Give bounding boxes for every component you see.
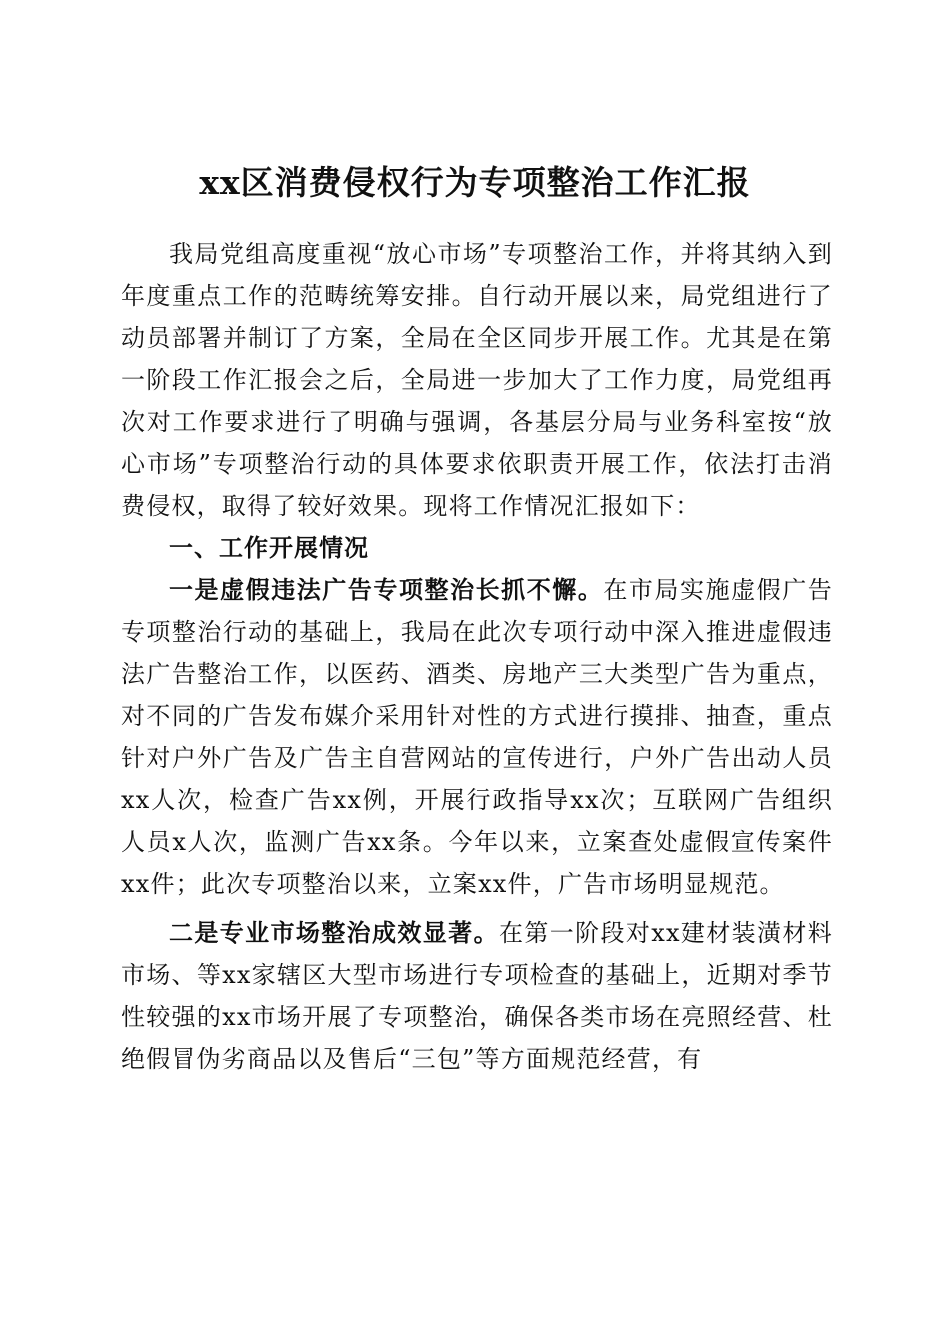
document-title: xx区消费侵权行为专项整治工作汇报 <box>199 163 751 203</box>
paragraph-item-1 <box>121 569 833 905</box>
item-1-lead: 一是虚假违法广告专项整治长抓不懈。 <box>169 576 604 604</box>
document-body <box>121 233 833 1080</box>
paragraph-item-2 <box>121 912 833 1080</box>
item-2-text: 在第一阶段对xx建材装潢材料市场、等xx家辖区大型市场进行专项检查的基础上，近期对季节性较强的xx市场开展了专项整治，确保各类市场在亮照经营、杜绝假冒伪劣商品以及售后“三包”等方面规范经营，有 <box>121 919 833 1073</box>
section-heading-work-progress: 一、工作开展情况 <box>169 534 369 562</box>
intro-paragraph: 我局党组高度重视“放心市场”专项整治工作，并将其纳入到年度重点工作的范畴统筹安排。自行动开展以来，局党组进行了动员部署并制订了方案，全局在全区同步开展工作。尤其是在第一阶段工作汇报会之后，全局进一步加大了工作力度，局党组再次对工作要求进行了明确与强调，各基层分局与业务科室按“放心市场”专项整治行动的具体要求依职责开展工作，依法打击消费侵权，取得了较好效果。现将工作情况汇报如下： <box>121 240 833 520</box>
item-1-text: 在市局实施虚假广告专项整治行动的基础上，我局在此次专项行动中深入推进虚假违法广告整治工作，以医药、酒类、房地产三大类型广告为重点，对不同的广告发布媒介采用针对性的方式进行摸排、抽查，重点针对户外广告及广告主自营网站的宣传进行，户外广告出动人员xx人次，检查广告xx例，开展行政指导xx次；互联网广告组织人员x人次，监测广告xx条。今年以来，立案查处虚假宣传案件xx件；此次专项整治以来，立案xx件，广告市场明显规范。 <box>121 576 833 898</box>
item-2-lead: 二是专业市场整治成效显著。 <box>169 919 499 947</box>
